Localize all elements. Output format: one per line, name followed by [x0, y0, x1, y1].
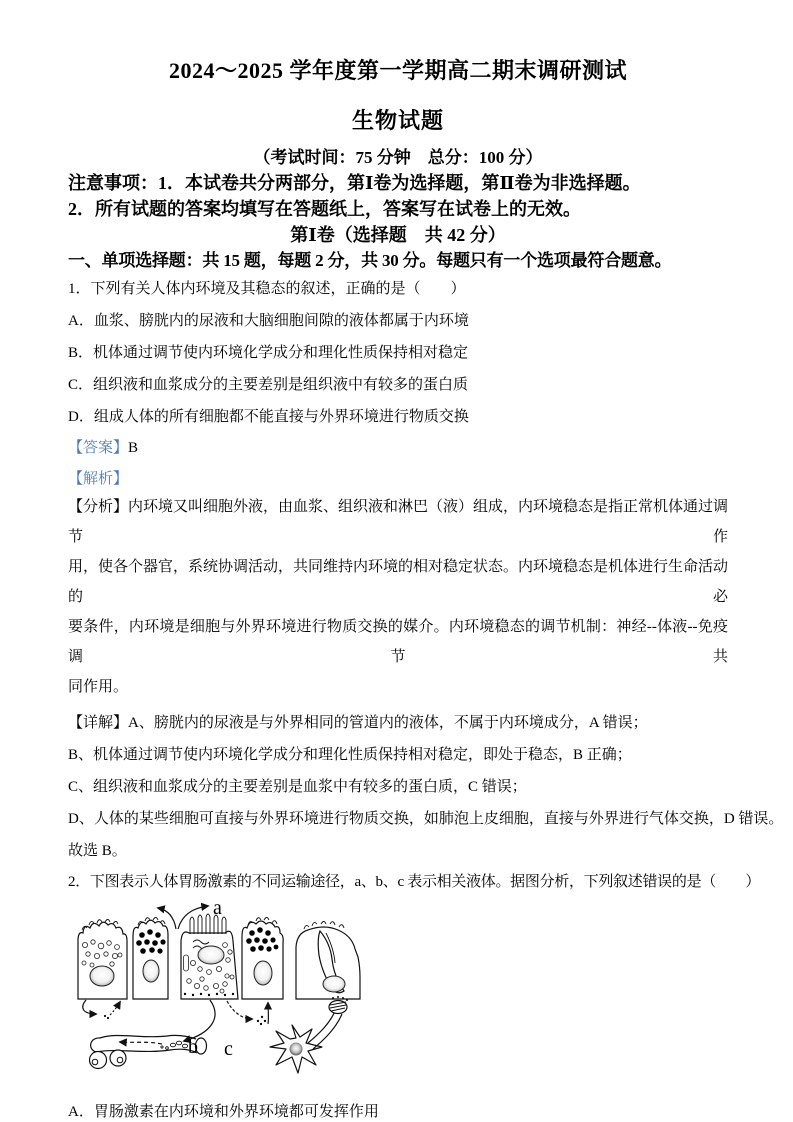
analysis-label-line [68, 468, 728, 490]
answer-line [68, 437, 728, 459]
epithelial-cell-3 [181, 914, 238, 999]
question1-option-d: D．组成人体的所有细胞都不能直接与外界环境进行物质交换 [68, 409, 469, 425]
question2-stem: 2．下图表示人体胃肠激素的不同运输途径，a、b、c 表示相关液体。据图分析，下列叙述错误的是（ ） [68, 874, 761, 890]
page-subtitle: 生物试题 [351, 108, 444, 133]
analysis-line: 同作用。 [68, 679, 129, 695]
analysis-line: 要条件，内环境是细胞与外界环境进行物质交换的媒介。内环境稳态的调节机制：神经--体液--免疫调节共 [68, 619, 728, 665]
neuron [270, 996, 348, 1073]
notice-line-1: 注意事项：1．本试卷共分两部分，第Ⅰ卷为选择题，第Ⅱ卷为非选择题。 [68, 173, 641, 193]
question2-figure-wrap [72, 897, 364, 1077]
analysis-paragraph [68, 492, 728, 702]
detail-line-d: D、人体的某些细胞可直接与外界环境进行物质交换，如肺泡上皮细胞，直接与外界进行气体交换，D 错误。 [68, 811, 784, 827]
answer-value: B [128, 440, 139, 456]
page-title: 2024～2025 学年度第一学期高二期末调研测试 [168, 58, 627, 83]
figure-label-c: c [224, 1038, 233, 1060]
question2-option-a: A．胃肠激素在内环境和外界环境都可发挥作用 [68, 1104, 379, 1120]
section-heading: 第Ⅰ卷（选择题 共 42 分） [290, 225, 506, 245]
question1-stem: 1．下列有关人体内环境及其稳态的叙述，正确的是（ ） [68, 281, 466, 297]
q2-cell-diagram [72, 897, 364, 1077]
analysis-line: 用，使各个器官，系统协调活动，共同维持内环境的相对稳定状态。内环境稳态是机体进行生命活动的必 [68, 559, 729, 605]
notice-line-2: 2．所有试题的答案均填写在答题纸上，答案写在试卷上的无效。 [68, 199, 581, 219]
answer-label: 【答案】 [68, 440, 129, 456]
question1-option-c: C．组织液和血浆成分的主要差别是组织液中有较多的蛋白质 [68, 377, 469, 393]
question1-option-a: A．血浆、膀胱内的尿液和大脑细胞间隙的液体都属于内环境 [68, 313, 469, 329]
figure-label-a: a [213, 897, 222, 919]
conclusion-line: 故选 B。 [68, 843, 127, 859]
epithelial-cell-4 [242, 918, 283, 1000]
epithelial-cell-1 [78, 920, 127, 1000]
analysis-label: 【解析】 [68, 471, 129, 487]
exam-info-line: （考试时间：75 分钟 总分：100 分） [253, 148, 543, 167]
figure-label-b: b [188, 1036, 198, 1058]
question1-option-b: B．机体通过调节使内环境化学成分和理化性质保持相对稳定 [68, 345, 469, 361]
epithelial-cell-2 [133, 918, 168, 1000]
detail-line-a: 【详解】A、膀胱内的尿液是与外界相同的管道内的液体，不属于内环境成分，A 错误； [68, 715, 648, 731]
epithelial-cell-5 [296, 922, 360, 1000]
detail-line-c: C、组织液和血浆成分的主要差别是血浆中有较多的蛋白质，C 错误； [68, 779, 527, 795]
analysis-line: 【分析】内环境又叫细胞外液，由血浆、组织液和淋巴（液）组成，内环境稳态是指正常机体通过调节作 [68, 499, 729, 545]
part-heading: 一、单项选择题：共 15 题，每题 2 分，共 30 分。每题只有一个选项最符合题意。 [68, 251, 672, 270]
detail-line-b: B、机体通过调节使内环境化学成分和理化性质保持相对稳定，即处于稳态，B 正确； [68, 747, 632, 763]
secretion-arrows-top [158, 906, 208, 929]
document-content [68, 56, 784, 1122]
